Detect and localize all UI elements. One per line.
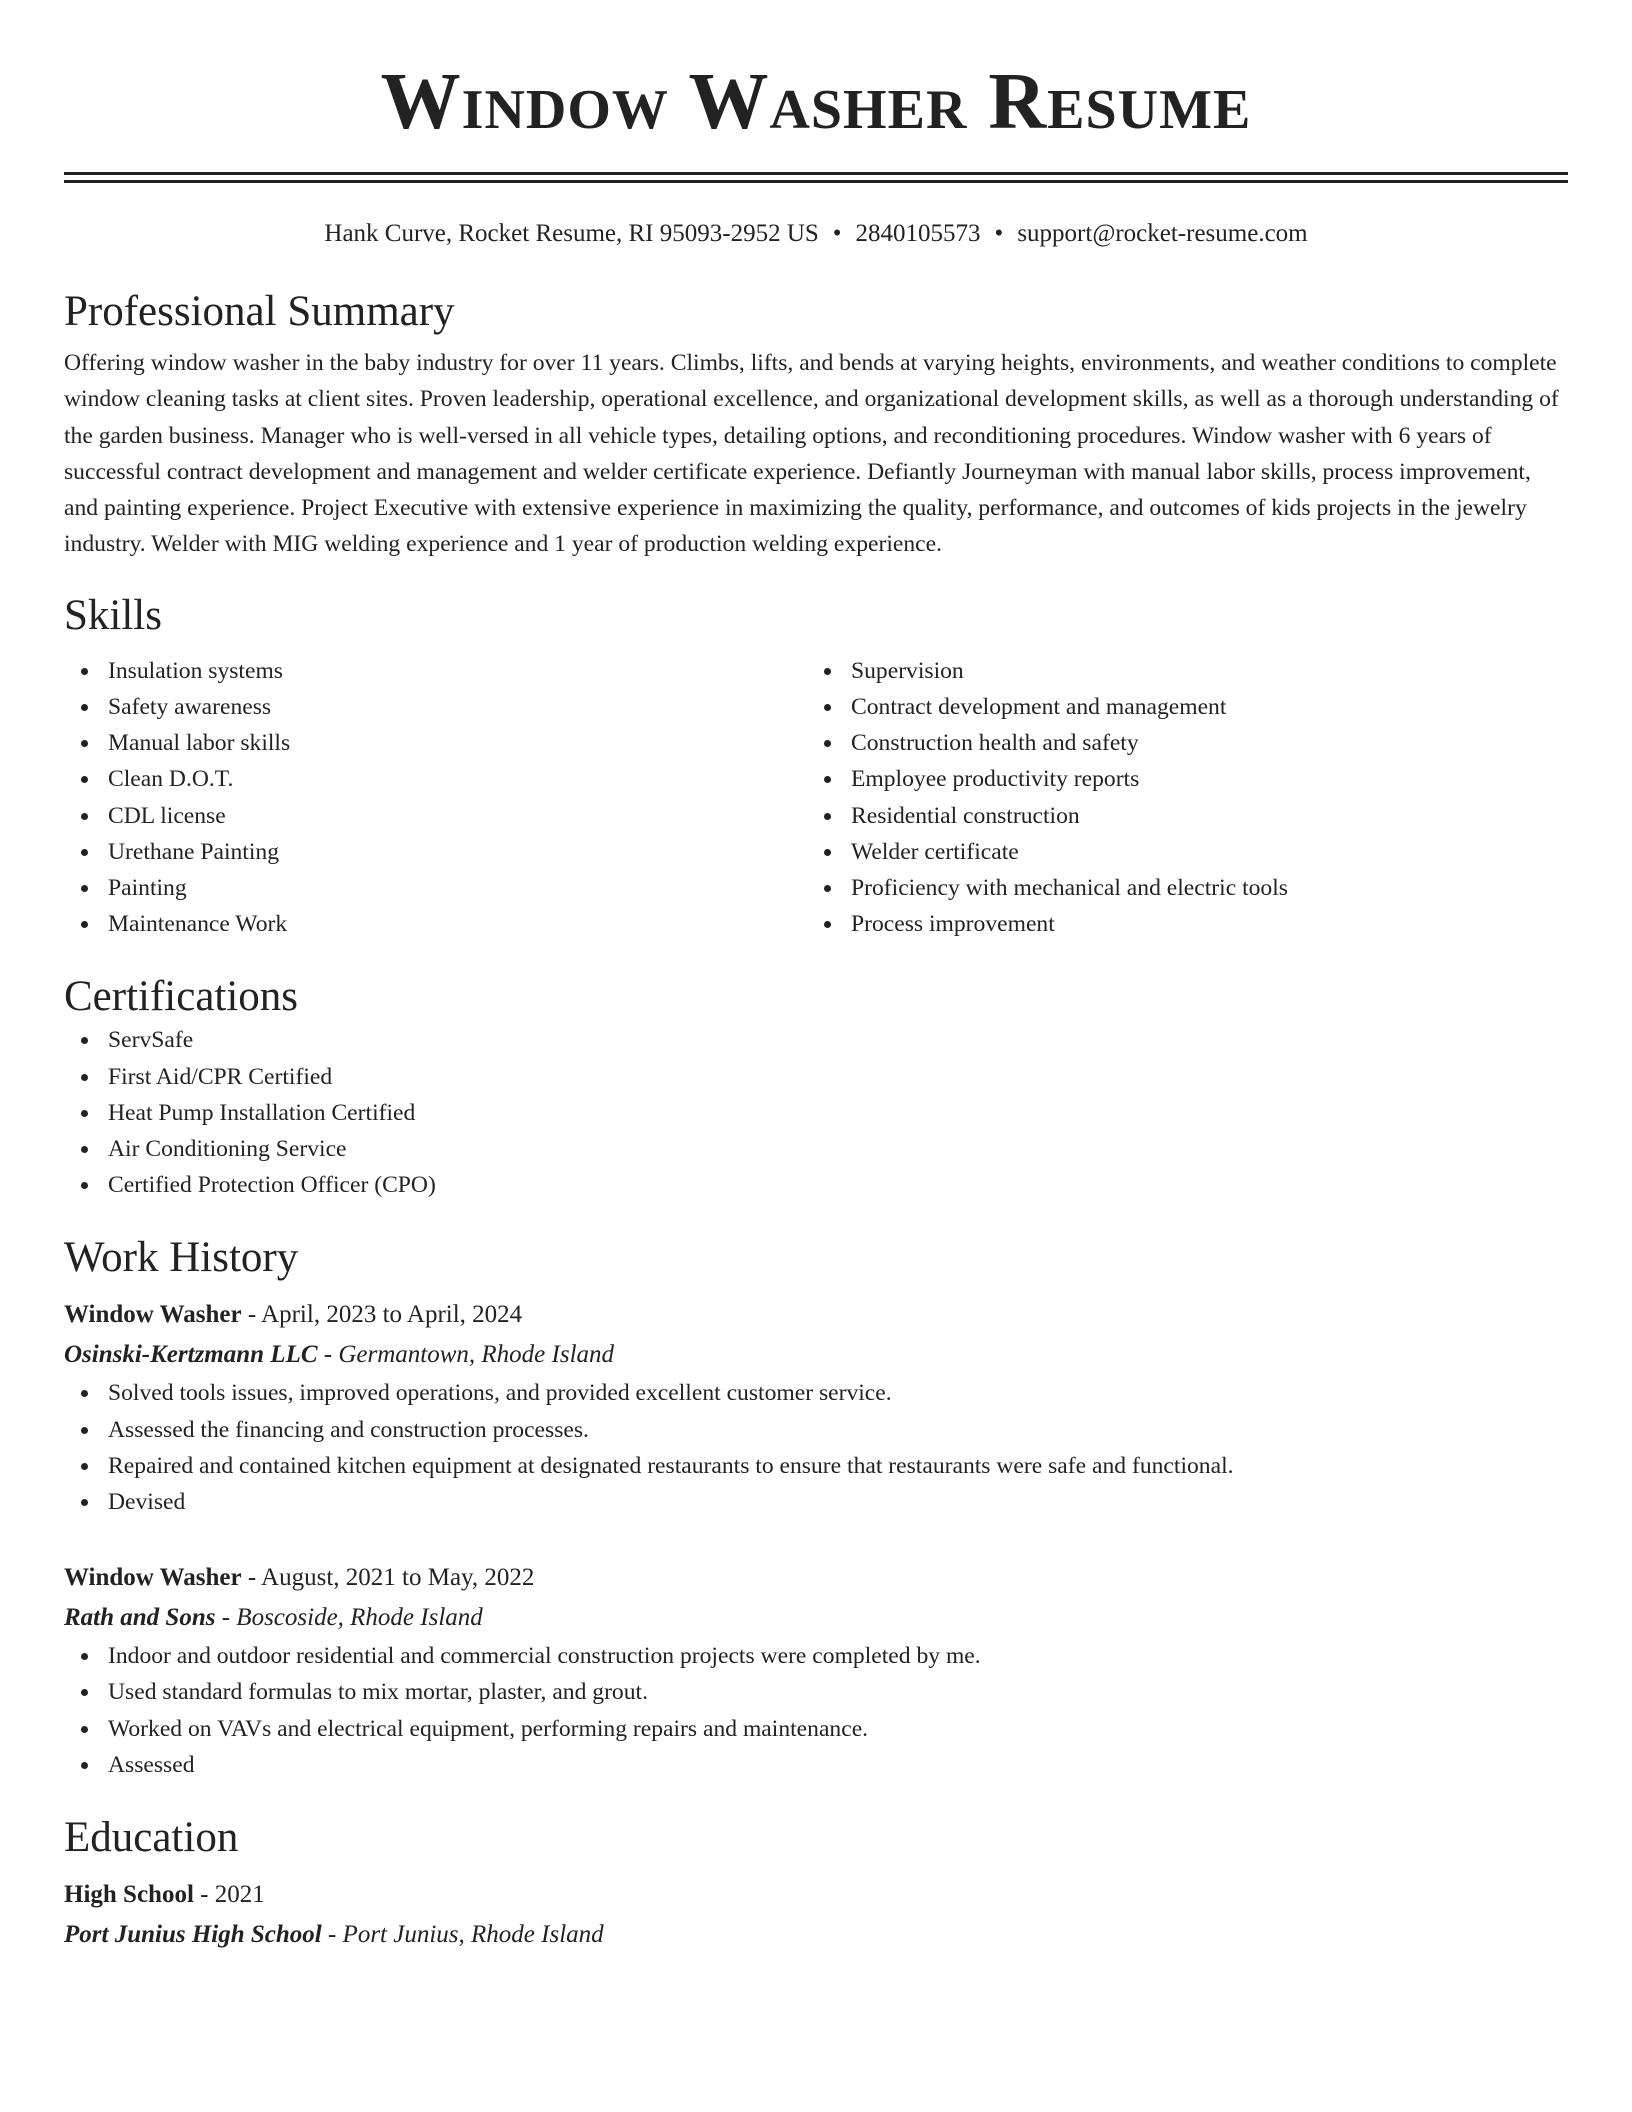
divider-line-top [64,172,1568,175]
skill-item: Manual labor skills [64,725,807,761]
skill-item: Welder certificate [807,834,1550,870]
skills-columns [64,653,1568,943]
certifications-section [64,972,1568,1203]
certification-item: Certified Protection Officer (CPO) [64,1167,1568,1203]
skill-item: Painting [64,870,807,906]
education-location: - Port Junius, Rhode Island [321,1921,604,1949]
job-duty: Indoor and outdoor residential and commercial construction projects were completed by me. [64,1638,1568,1674]
skill-item: Contract development and management [807,689,1550,725]
job-title: Window Washer [64,1301,242,1329]
job-duty: Solved tools issues, improved operations, and provided excellent customer service. [64,1375,1568,1411]
skill-item: Process improvement [807,906,1550,942]
skill-item: Supervision [807,653,1550,689]
skill-item: Maintenance Work [64,906,807,942]
skill-item: Proficiency with mechanical and electric tools [807,870,1550,906]
divider-line-bottom [64,180,1568,183]
job-duty: Assessed [64,1747,1568,1783]
certifications-list [64,1022,1568,1203]
job-duty: Worked on VAVs and electrical equipment, performing repairs and maintenance. [64,1711,1568,1747]
section-heading: Work History [64,1234,299,1282]
job-duty: Devised [64,1484,1568,1520]
section-heading: Skills [64,591,162,639]
skill-item: Employee productivity reports [807,761,1550,797]
job-header [64,1558,1568,1598]
job-dates: - August, 2021 to May, 2022 [241,1564,535,1592]
skill-item: Safety awareness [64,689,807,725]
title-divider [64,172,1568,183]
section-heading: Education [64,1814,239,1862]
job-entry [64,1558,1568,1783]
job-entry [64,1295,1568,1520]
job-company: Osinski-Kertzmann LLC [64,1341,318,1369]
skill-item: Residential construction [807,798,1550,834]
contact-separator: • [994,220,1004,247]
skills-list-right [807,653,1550,943]
certification-item: ServSafe [64,1022,1568,1058]
job-duty: Repaired and contained kitchen equipment at designated restaurants to ensure that restaurants were safe and functional. [64,1448,1568,1484]
job-duty: Used standard formulas to mix mortar, plaster, and grout. [64,1674,1568,1710]
skill-item: CDL license [64,798,807,834]
skill-item: Insulation systems [64,653,807,689]
education-header [64,1875,1568,1915]
section-heading: Certifications [64,973,299,1021]
work-history-section [64,1233,1568,1783]
education-year: - 2021 [193,1881,265,1909]
job-title: Window Washer [64,1564,242,1592]
resume-page [64,0,1568,1955]
page-title: Window Washer Resume [380,58,1252,146]
education-entry [64,1875,1568,1955]
job-location: - Germantown, Rhode Island [317,1341,615,1369]
job-employer [64,1335,1568,1375]
contact-separator: • [832,220,842,247]
skills-section [64,591,1568,943]
certification-item: Heat Pump Installation Certified [64,1095,1568,1131]
certification-item: First Aid/CPR Certified [64,1059,1568,1095]
contact-email: support@rocket-resume.com [1017,220,1308,247]
skill-item: Clean D.O.T. [64,761,807,797]
summary-text: Offering window washer in the baby industry for over 11 years. Climbs, lifts, and bends at varying heights, environments, and weather conditions to complete window cleaning tasks at client sites. Proven leadership, operational excellence, and organizational development skills, as well as a thorough understanding of the garden business. Manager who is well-versed in all vehicle types, detailing options, and reconditioning procedures. Window washer with 6 years of successful contract development and management and welder certificate experience. Defiantly Journeyman with manual labor skills, process improvement, and painting experience. Project Executive with extensive experience in maximizing the quality, performance, and outcomes of kids projects in the jewelry industry. Welder with MIG welding experience and 1 year of production welding experience. [64,350,1559,558]
skill-item: Construction health and safety [807,725,1550,761]
contact-line [64,219,1568,249]
job-company: Rath and Sons [64,1604,216,1632]
education-institution [64,1915,1568,1955]
section-heading: Professional Summary [64,288,455,335]
job-employer [64,1598,1568,1638]
certification-item: Air Conditioning Service [64,1131,1568,1167]
skills-list-left [64,653,807,943]
job-header [64,1295,1568,1335]
job-duties-list [64,1375,1568,1520]
education-school: Port Junius High School [64,1921,322,1949]
skill-item: Urethane Painting [64,834,807,870]
contact-phone: 2840105573 [855,220,981,247]
job-location: - Boscoside, Rhode Island [215,1604,483,1632]
education-degree: High School [64,1881,194,1909]
job-duties-list [64,1638,1568,1783]
summary-section [64,287,1568,563]
job-duty: Assessed the financing and construction processes. [64,1412,1568,1448]
contact-address: Hank Curve, Rocket Resume, RI 95093-2952 US [324,220,819,247]
education-section [64,1813,1568,1955]
job-dates: - April, 2023 to April, 2024 [241,1301,523,1329]
